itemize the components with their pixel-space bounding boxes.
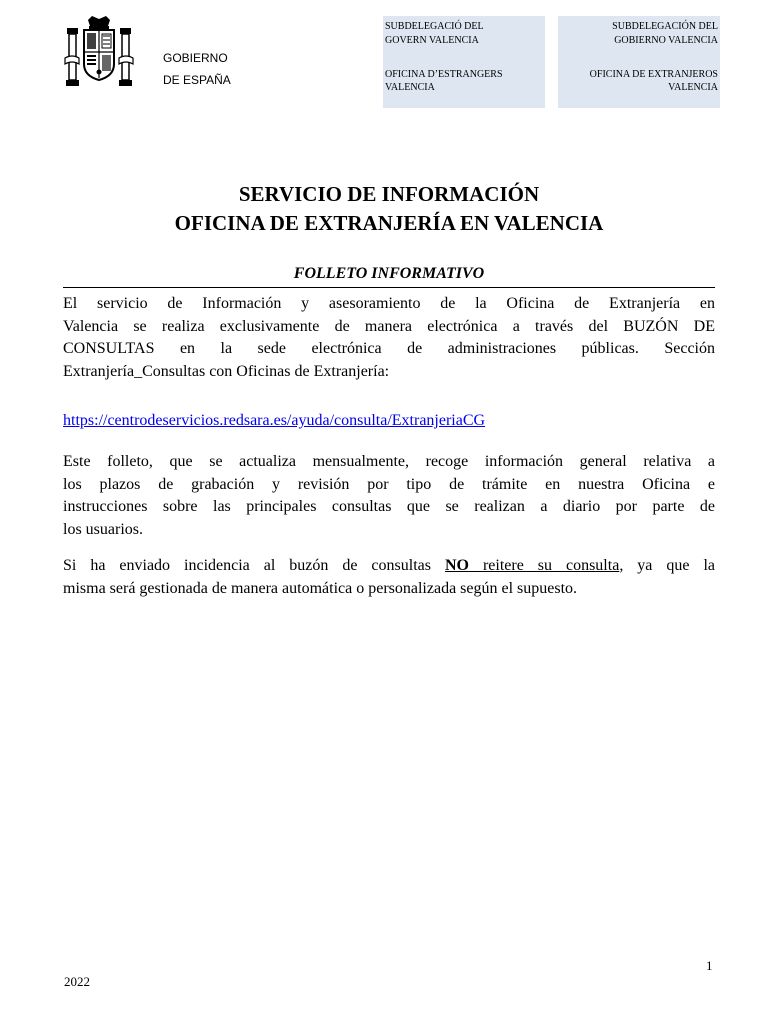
paragraph-line: Extranjería_Consultas con Oficinas de Extranjería:	[63, 362, 390, 380]
header-box-spanish	[558, 16, 720, 108]
paragraph-intro	[63, 293, 715, 383]
paragraph-line: El servicio de Información y asesoramiento de la Oficina de Extranjería en	[63, 295, 715, 312]
header-box-line: OFICINA DE EXTRANJEROS	[589, 69, 718, 80]
paragraph-line: instrucciones sobre las principales consultas que se realizan a diario por parte de	[63, 498, 715, 515]
paragraph-line: CONSULTAS en la sede electrónica de administraciones públicas. Sección	[63, 340, 715, 357]
emphasis-no: NO	[444, 557, 469, 574]
government-name-line1: GOBIERNO	[163, 51, 228, 65]
header-box-line: SUBDELEGACIÓN DEL	[612, 21, 718, 32]
paragraph-leaflet	[63, 451, 715, 541]
header-box-line: SUBDELEGACIÓ DEL	[385, 21, 484, 32]
paragraph-line: misma será gestionada de manera automática o personalizada según el supuesto.	[63, 579, 578, 597]
text-run: Si ha enviado incidencia al buzón de consultas	[63, 557, 445, 574]
paragraph-line: Este folleto, que se actualiza mensualmente, recoge información general relativa a	[63, 453, 715, 470]
paragraph-line: Valencia se realiza exclusivamente de manera electrónica a través del BUZÓN DE	[63, 317, 715, 335]
document-title-line1: SERVICIO DE INFORMACIÓN	[238, 182, 540, 206]
subtitle-rule	[63, 287, 715, 288]
coat-of-arms-icon	[64, 14, 134, 92]
document-subtitle: FOLLETO INFORMATIVO	[293, 265, 485, 282]
header-box-line: OFICINA D’ESTRANGERS	[385, 69, 503, 80]
footer-year: 2022	[64, 974, 90, 989]
header-box-line: GOBIERNO VALENCIA	[614, 35, 718, 46]
paragraph-line	[63, 555, 715, 578]
header-box-line: VALENCIA	[385, 82, 435, 93]
header-box-line: VALENCIA	[668, 82, 718, 93]
header-box-valencian	[383, 16, 545, 108]
page-number: 1	[706, 958, 713, 973]
text-run: , ya que la	[619, 557, 715, 574]
paragraph-line: los usuarios.	[63, 520, 143, 538]
government-name-line2: DE ESPAÑA	[163, 73, 231, 87]
header-box-line: GOVERN VALENCIA	[385, 35, 479, 46]
consultation-link[interactable]: https://centrodeservicios.redsara.es/ayuda/consulta/ExtranjeriaCG	[63, 412, 486, 429]
emphasis-reiterate: reitere su consulta	[468, 557, 620, 574]
document-title-line2: OFICINA DE EXTRANJERÍA EN VALENCIA	[174, 211, 604, 235]
paragraph-line: los plazos de grabación y revisión por tipo de trámite en nuestra Oficina e	[63, 475, 715, 493]
paragraph-incident	[63, 555, 715, 600]
